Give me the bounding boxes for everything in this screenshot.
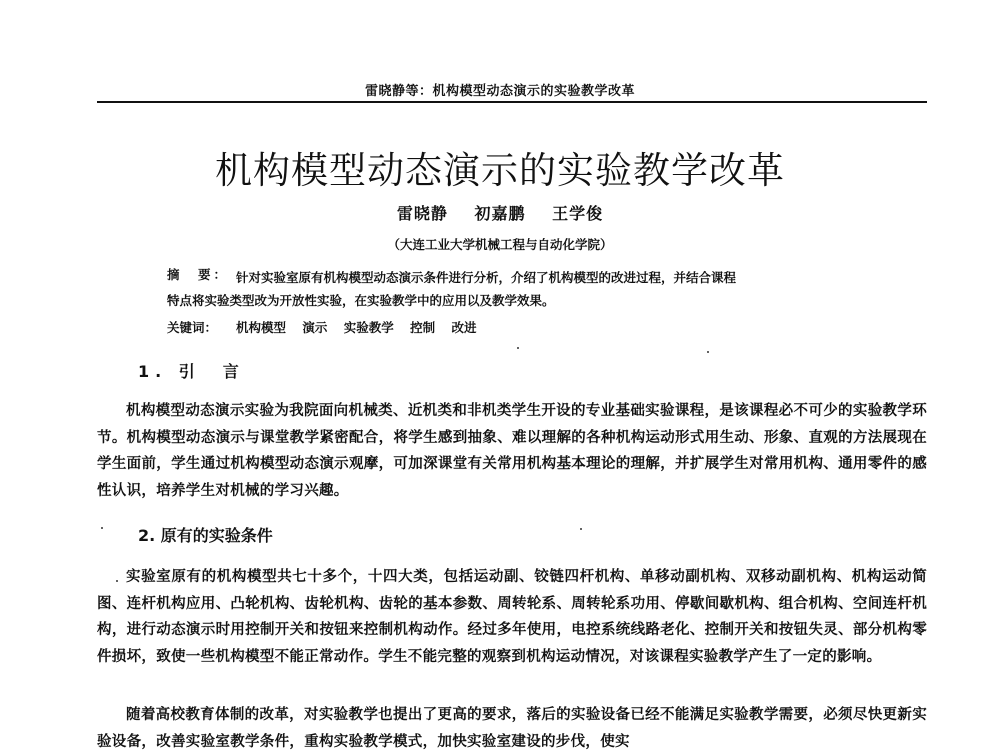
abstract-line: 特点将实验类型改为开放性实验，在实验教学中的应用以及教学效果。: [167, 293, 555, 308]
scan-speck: [707, 351, 709, 353]
author-name: 雷晓静: [396, 204, 448, 223]
abstract-line: 针对实验室原有机构模型动态演示条件进行分析，介绍了机构模型的改进过程，并结合课程: [236, 270, 737, 285]
header-rule: [97, 101, 927, 103]
abstract-label: 摘 要：: [167, 267, 230, 282]
body-paragraph: 机构模型动态演示实验为我院面向机械类、近机类和非机类学生开设的专业基础实验课程，是该课程必不可少的实验教学环节。机构模型动态演示与课堂教学紧密配合，将学生感到抽象、难以理解的各种机构运动形式用生动、形象、直观的方法展现在学生面前，学生通过机构模型动态演示观摩，可加深课堂有关常用机构基本理论的理解，并扩展学生对常用机构、通用零件的感性认识，培养学生对机械的学习兴趣。: [97, 402, 927, 499]
scan-speck: [116, 580, 118, 582]
running-head: 雷晓静等：机构模型动态演示的实验教学改革: [364, 84, 635, 99]
section-heading: 1. 引 言: [138, 362, 245, 381]
keywords-label: 关键词：: [167, 320, 218, 335]
body-paragraph: 实验室原有的机构模型共七十多个，十四大类，包括运动副、铰链四杆机构、单移动副机构、双移动副机构、机构运动简图、连杆机构应用、凸轮机构、齿轮机构、齿轮的基本参数、周转轮系、周转轮系功用、停歇间歇机构、组合机构、空间连杆机构，进行动态演示时用控制开关和按钮来控制机构动作。经过多年使用，电控系统线路老化、控制开关和按钮失灵、部分机构零件损坏，致使一些机构模型不能正常动作。学生不能完整的观察到机构运动情况，对该课程实验教学产生了一定的影响。: [97, 568, 927, 665]
author-list: [0, 201, 1000, 224]
author-name: 初嘉鹏: [474, 204, 526, 223]
keyword: 实验教学: [343, 320, 394, 335]
scan-speck: [580, 528, 582, 530]
keyword-list: [236, 318, 489, 336]
keyword: 机构模型: [236, 320, 287, 335]
author-name: 王学俊: [552, 204, 604, 223]
body-paragraph: 随着高校教育体制的改革，对实验教学也提出了更高的要求，落后的实验设备已经不能满足实验教学需要，必须尽快更新实验设备，改善实验室教学条件，重构实验教学模式，加快实验室建设的步伐，使实: [97, 706, 927, 750]
affiliation: （大连工业大学机械工程与自动化学院）: [387, 237, 613, 252]
keyword: 控制: [410, 320, 436, 335]
keyword: 改进: [451, 320, 477, 335]
section-heading: 2. 原有的实验条件: [138, 526, 273, 545]
scan-speck: [101, 527, 103, 529]
paper-title: 机构模型动态演示的实验教学改革: [215, 149, 785, 192]
scan-speck: [517, 347, 519, 349]
keyword: 演示: [302, 320, 328, 335]
